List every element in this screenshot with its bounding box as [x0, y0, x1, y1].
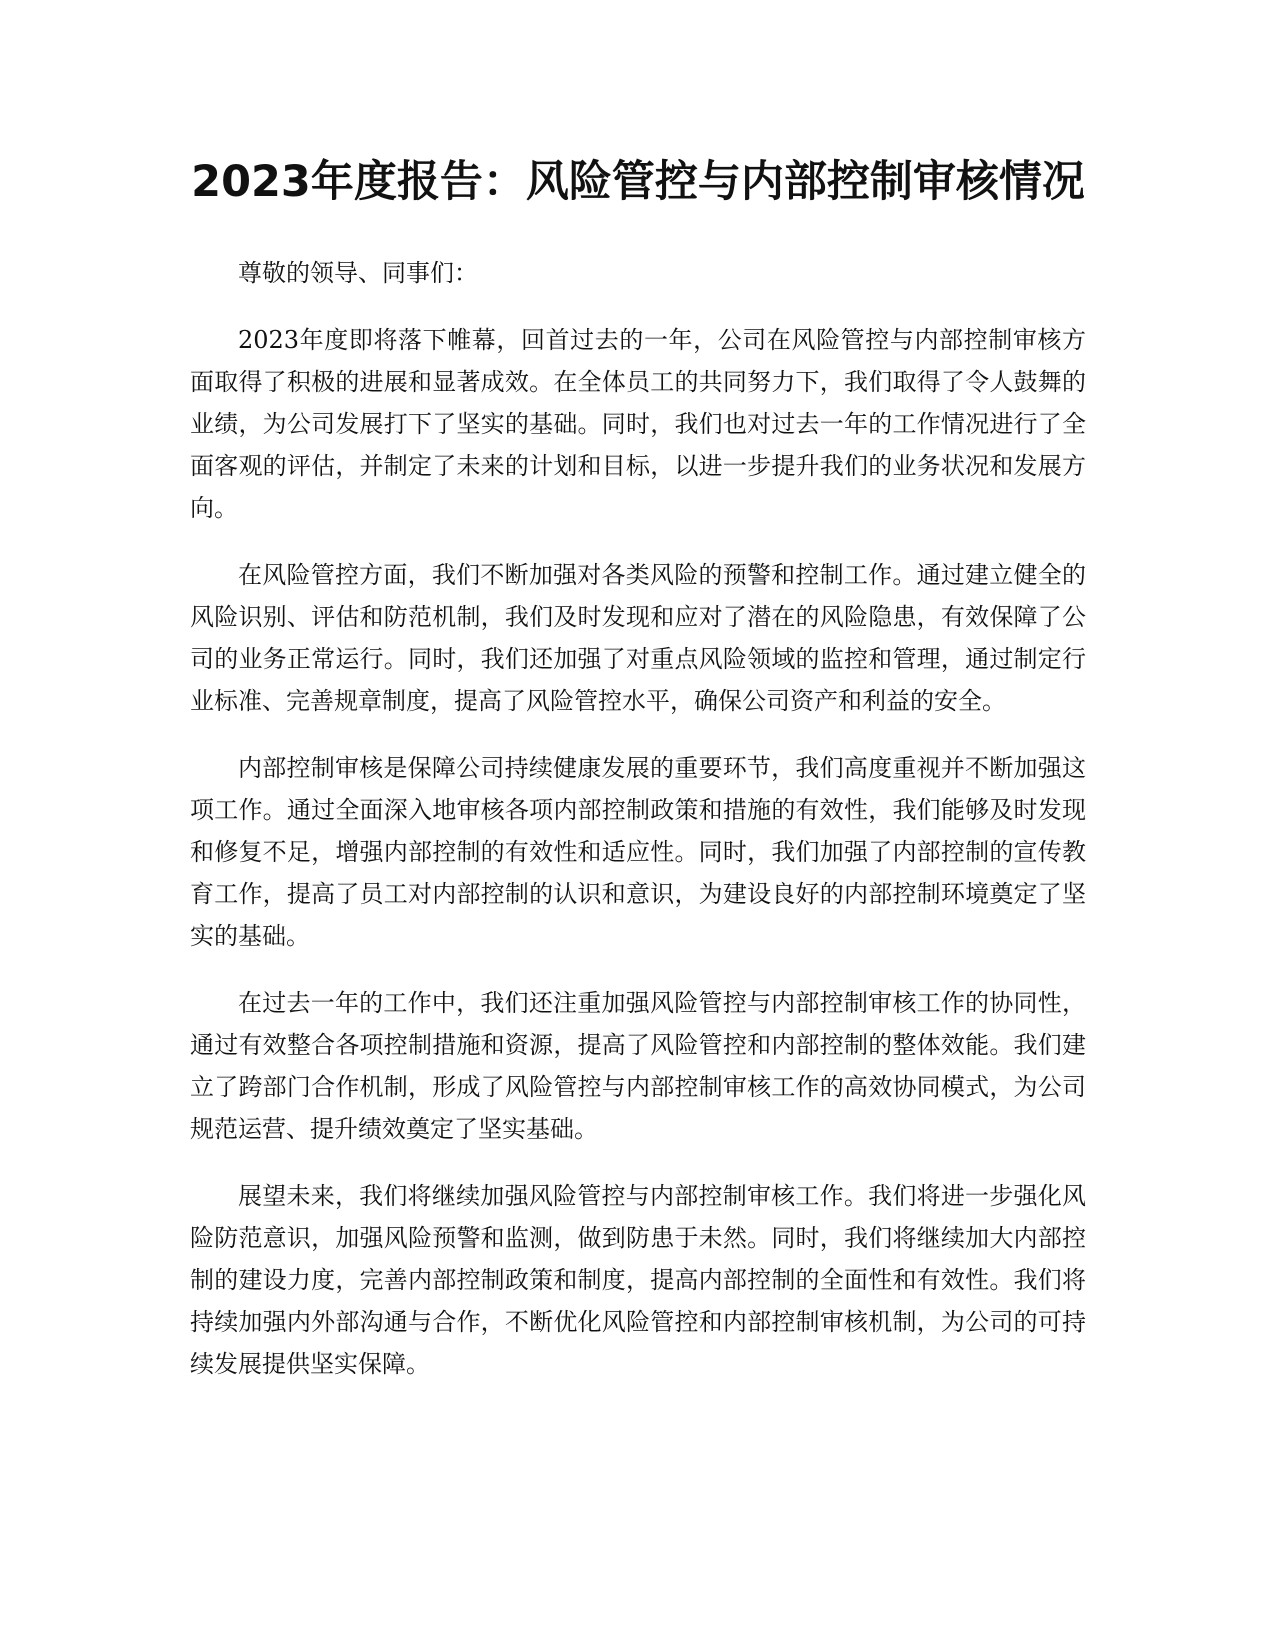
- document-title: 2023年度报告：风险管控与内部控制审核情况: [191, 157, 1085, 207]
- document-body: [190, 252, 1086, 1385]
- body-paragraph: 展望未来，我们将继续加强风险管控与内部控制审核工作。我们将进一步强化风险防范意识，加强风险预警和监测，做到防患于未然。同时，我们将继续加大内部控制的建设力度，完善内部控制政策和制度，提高内部控制的全面性和有效性。我们将持续加强内外部沟通与合作，不断优化风险管控和内部控制审核机制，为公司的可持续发展提供坚实保障。: [190, 1182, 1086, 1378]
- salutation-paragraph: 尊敬的领导、同事们：: [238, 259, 478, 287]
- body-paragraph: 内部控制审核是保障公司持续健康发展的重要环节，我们高度重视并不断加强这项工作。通过全面深入地审核各项内部控制政策和措施的有效性，我们能够及时发现和修复不足，增强内部控制的有效性和适应性。同时，我们加强了内部控制的宣传教育工作，提高了员工对内部控制的认识和意识，为建设良好的内部控制环境奠定了坚实的基础。: [190, 754, 1086, 950]
- body-paragraph: 2023年度即将落下帷幕，回首过去的一年，公司在风险管控与内部控制审核方面取得了积极的进展和显著成效。在全体员工的共同努力下，我们取得了令人鼓舞的业绩，为公司发展打下了坚实的基础。同时，我们也对过去一年的工作情况进行了全面客观的评估，并制定了未来的计划和目标，以进一步提升我们的业务状况和发展方向。: [190, 326, 1086, 522]
- body-paragraph: 在风险管控方面，我们不断加强对各类风险的预警和控制工作。通过建立健全的风险识别、评估和防范机制，我们及时发现和应对了潜在的风险隐患，有效保障了公司的业务正常运行。同时，我们还加强了对重点风险领域的监控和管理，通过制定行业标准、完善规章制度，提高了风险管控水平，确保公司资产和利益的安全。: [190, 561, 1086, 715]
- body-paragraph: 在过去一年的工作中，我们还注重加强风险管控与内部控制审核工作的协同性，通过有效整合各项控制措施和资源，提高了风险管控和内部控制的整体效能。我们建立了跨部门合作机制，形成了风险管控与内部控制审核工作的高效协同模式，为公司规范运营、提升绩效奠定了坚实基础。: [190, 989, 1086, 1143]
- document-page: [190, 140, 1086, 1410]
